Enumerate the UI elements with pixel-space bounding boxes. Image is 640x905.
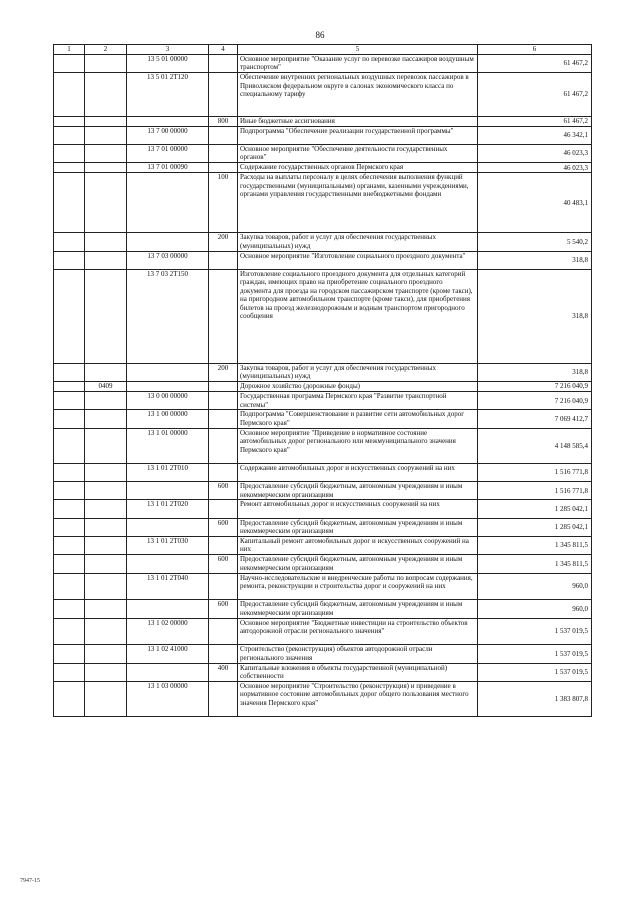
subsection-cell: 0409 xyxy=(85,382,127,392)
subsection-cell xyxy=(85,270,127,364)
target-article-cell: 13 1 02 41000 xyxy=(127,645,209,663)
section-cell xyxy=(54,144,85,162)
subsection-cell xyxy=(85,428,127,463)
target-article-cell xyxy=(127,363,209,381)
description-cell: Дорожное хозяйство (дорожные фонды) xyxy=(238,382,478,392)
expense-type-cell xyxy=(209,55,238,73)
amount-cell: 1 285 042,1 xyxy=(478,500,592,518)
amount-cell: 318,8 xyxy=(478,251,592,269)
subsection-cell xyxy=(85,55,127,73)
description-cell: Подпрограмма "Обеспечение реализации государственной программы" xyxy=(238,126,478,144)
section-cell xyxy=(54,482,85,500)
table-row xyxy=(54,163,592,173)
budget-table-container xyxy=(53,44,591,717)
description-cell: Предоставление субсидий бюджетным, автономным учреждениям и иным некоммерческим организациям xyxy=(238,482,478,500)
section-cell xyxy=(54,537,85,555)
table-row xyxy=(54,573,592,600)
description-cell: Основное мероприятие "Изготовление социального проездного документа" xyxy=(238,251,478,269)
subsection-cell xyxy=(85,482,127,500)
description-cell: Закупка товаров, работ и услуг для обеспечения государственных (муниципальных) нужд xyxy=(238,363,478,381)
table-row xyxy=(54,55,592,73)
amount-cell: 61 467,2 xyxy=(478,55,592,73)
section-cell xyxy=(54,428,85,463)
expense-type-cell xyxy=(209,573,238,600)
amount-cell: 46 023,3 xyxy=(478,163,592,173)
column-number-row xyxy=(54,45,592,55)
target-article-cell: 13 1 01 2Т010 xyxy=(127,463,209,481)
amount-cell: 46 342,1 xyxy=(478,126,592,144)
subsection-cell xyxy=(85,126,127,144)
subsection-cell xyxy=(85,163,127,173)
section-cell xyxy=(54,681,85,716)
expense-type-cell xyxy=(209,144,238,162)
table-row xyxy=(54,251,592,269)
section-cell xyxy=(54,518,85,536)
amount-cell: 1 383 807,8 xyxy=(478,681,592,716)
subsection-cell xyxy=(85,251,127,269)
subsection-cell xyxy=(85,392,127,410)
expense-type-cell xyxy=(209,500,238,518)
subsection-cell xyxy=(85,518,127,536)
table-row xyxy=(54,382,592,392)
amount-cell: 318,8 xyxy=(478,270,592,364)
target-article-cell: 13 7 00 00000 xyxy=(127,126,209,144)
description-cell: Строительство (реконструкция) объектов автодорожной отрасли регионального значения xyxy=(238,645,478,663)
subsection-cell xyxy=(85,500,127,518)
section-cell xyxy=(54,382,85,392)
subsection-cell xyxy=(85,73,127,117)
table-row xyxy=(54,645,592,663)
section-cell xyxy=(54,233,85,251)
table-row xyxy=(54,126,592,144)
amount-cell: 1 516 771,8 xyxy=(478,482,592,500)
target-article-cell: 13 1 00 00000 xyxy=(127,410,209,428)
description-cell: Содержание государственных органов Пермского края xyxy=(238,163,478,173)
section-cell xyxy=(54,645,85,663)
expense-type-cell xyxy=(209,392,238,410)
description-cell: Предоставление субсидий бюджетным, автономным учреждениям и иным некоммерческим организациям xyxy=(238,555,478,573)
expense-type-cell xyxy=(209,163,238,173)
description-cell: Научно-исследовательские и внедренческие работы по вопросам содержания, ремонта, реконструкции и строительства дорог и сооружений на них xyxy=(238,573,478,600)
target-article-cell xyxy=(127,600,209,618)
column-header-2: 2 xyxy=(85,45,127,55)
table-row xyxy=(54,500,592,518)
table-row xyxy=(54,463,592,481)
amount-cell: 960,0 xyxy=(478,600,592,618)
target-article-cell xyxy=(127,482,209,500)
amount-cell: 1 537 019,5 xyxy=(478,663,592,681)
table-body xyxy=(54,55,592,717)
column-header-1: 1 xyxy=(54,45,85,55)
description-cell: Государственная программа Пермского края "Развитие транспортной системы" xyxy=(238,392,478,410)
description-cell: Основное мероприятие "Оказание услуг по перевозке пассажиров воздушным транспортом" xyxy=(238,55,478,73)
description-cell: Обеспечение внутренних региональных воздушных перевозок пассажиров в Приволжском федеральном округе в салонах экономического класса по специальному тарифу xyxy=(238,73,478,117)
subsection-cell xyxy=(85,537,127,555)
section-cell xyxy=(54,363,85,381)
description-cell: Предоставление субсидий бюджетным, автономным учреждениям и иным некоммерческим организациям xyxy=(238,600,478,618)
subsection-cell xyxy=(85,663,127,681)
amount-cell: 5 540,2 xyxy=(478,233,592,251)
section-cell xyxy=(54,600,85,618)
subsection-cell xyxy=(85,681,127,716)
table-row xyxy=(54,663,592,681)
subsection-cell xyxy=(85,233,127,251)
expense-type-cell xyxy=(209,73,238,117)
section-cell xyxy=(54,73,85,117)
amount-cell: 1 285 042,1 xyxy=(478,518,592,536)
target-article-cell xyxy=(127,518,209,536)
subsection-cell xyxy=(85,363,127,381)
subsection-cell xyxy=(85,618,127,645)
target-article-cell xyxy=(127,382,209,392)
description-cell: Расходы на выплаты персоналу в целях обеспечения выполнения функций государственными (муниципальными) органами, казенными учреждениями, органами управления государственными внебюджетными фондами xyxy=(238,173,478,233)
description-cell: Основное мероприятие "Бюджетные инвестиции на строительство объектов автодорожной отрасли регионального значения" xyxy=(238,618,478,645)
amount-cell: 7 216 040,9 xyxy=(478,392,592,410)
target-article-cell: 13 7 01 00090 xyxy=(127,163,209,173)
expense-type-cell xyxy=(209,463,238,481)
subsection-cell xyxy=(85,645,127,663)
target-article-cell: 13 5 01 00000 xyxy=(127,55,209,73)
target-article-cell: 13 7 01 00000 xyxy=(127,144,209,162)
description-cell: Капитальный ремонт автомобильных дорог и искусственных сооружений на них xyxy=(238,537,478,555)
section-cell xyxy=(54,500,85,518)
table-row xyxy=(54,233,592,251)
column-header-5: 5 xyxy=(238,45,478,55)
description-cell: Иные бюджетные ассигнования xyxy=(238,116,478,126)
expense-type-cell: 200 xyxy=(209,233,238,251)
section-cell xyxy=(54,573,85,600)
amount-cell: 61 467,2 xyxy=(478,73,592,117)
expense-type-cell: 600 xyxy=(209,555,238,573)
table-row xyxy=(54,681,592,716)
column-header-6: 6 xyxy=(478,45,592,55)
section-cell xyxy=(54,270,85,364)
target-article-cell: 13 1 03 00000 xyxy=(127,681,209,716)
table-row xyxy=(54,555,592,573)
subsection-cell xyxy=(85,555,127,573)
table-row xyxy=(54,618,592,645)
table-row xyxy=(54,73,592,117)
expense-type-cell: 600 xyxy=(209,482,238,500)
section-cell xyxy=(54,126,85,144)
table-row xyxy=(54,173,592,233)
amount-cell: 7 216 040,9 xyxy=(478,382,592,392)
table-row xyxy=(54,600,592,618)
amount-cell: 1 345 811,5 xyxy=(478,555,592,573)
column-header-3: 3 xyxy=(127,45,209,55)
table-row xyxy=(54,363,592,381)
description-cell: Изготовление социального проездного документа для отдельных категорий граждан, имеющих право на приобретение социального проездного документа для проезда на городском пассажирском транспорте (кроме такси), на пригородном автомобильном транспорте (кроме такси), для приобретения билетов на проезд железнодорожным и водным транспортом пригородного сообщения xyxy=(238,270,478,364)
subsection-cell xyxy=(85,573,127,600)
subsection-cell xyxy=(85,600,127,618)
target-article-cell xyxy=(127,663,209,681)
target-article-cell xyxy=(127,233,209,251)
section-cell xyxy=(54,173,85,233)
budget-table xyxy=(53,44,592,717)
description-cell: Подпрограмма "Совершенствование и развитие сети автомобильных дорог Пермского края" xyxy=(238,410,478,428)
table-row xyxy=(54,410,592,428)
table-row xyxy=(54,392,592,410)
target-article-cell: 13 5 01 2Т120 xyxy=(127,73,209,117)
expense-type-cell: 600 xyxy=(209,518,238,536)
section-cell xyxy=(54,463,85,481)
target-article-cell: 13 1 01 2Т040 xyxy=(127,573,209,600)
amount-cell: 1 537 019,5 xyxy=(478,645,592,663)
target-article-cell: 13 0 00 00000 xyxy=(127,392,209,410)
expense-type-cell xyxy=(209,681,238,716)
target-article-cell xyxy=(127,173,209,233)
section-cell xyxy=(54,663,85,681)
description-cell: Закупка товаров, работ и услуг для обеспечения государственных (муниципальных) нужд xyxy=(238,233,478,251)
section-cell xyxy=(54,163,85,173)
table-row xyxy=(54,537,592,555)
expense-type-cell: 800 xyxy=(209,116,238,126)
description-cell: Основное мероприятие "Строительство (реконструкция) и приведение в нормативное состояние автомобильных дорог общего пользования местного значения Пермского края" xyxy=(238,681,478,716)
description-cell: Основное мероприятие "Обеспечение деятельности государственных органов" xyxy=(238,144,478,162)
amount-cell: 61 467,2 xyxy=(478,116,592,126)
subsection-cell xyxy=(85,144,127,162)
subsection-cell xyxy=(85,410,127,428)
description-cell: Капитальные вложения в объекты государственной (муниципальной) собственности xyxy=(238,663,478,681)
amount-cell: 318,8 xyxy=(478,363,592,381)
amount-cell: 960,0 xyxy=(478,573,592,600)
section-cell xyxy=(54,410,85,428)
table-row xyxy=(54,428,592,463)
target-article-cell xyxy=(127,555,209,573)
table-row xyxy=(54,270,592,364)
description-cell: Содержание автомобильных дорог и искусственных сооружений на них xyxy=(238,463,478,481)
section-cell xyxy=(54,116,85,126)
expense-type-cell xyxy=(209,270,238,364)
amount-cell: 4 148 585,4 xyxy=(478,428,592,463)
expense-type-cell xyxy=(209,410,238,428)
target-article-cell: 13 7 03 2Т150 xyxy=(127,270,209,364)
amount-cell: 1 345 811,5 xyxy=(478,537,592,555)
page-number: 86 xyxy=(315,30,325,40)
section-cell xyxy=(54,55,85,73)
expense-type-cell xyxy=(209,428,238,463)
table-row xyxy=(54,144,592,162)
target-article-cell: 13 1 01 2Т030 xyxy=(127,537,209,555)
expense-type-cell xyxy=(209,537,238,555)
expense-type-cell xyxy=(209,382,238,392)
amount-cell: 40 483,1 xyxy=(478,173,592,233)
subsection-cell xyxy=(85,116,127,126)
table-row xyxy=(54,482,592,500)
amount-cell: 7 069 412,7 xyxy=(478,410,592,428)
subsection-cell xyxy=(85,173,127,233)
footer-code: 7947-15 xyxy=(20,878,40,884)
subsection-cell xyxy=(85,463,127,481)
section-cell xyxy=(54,555,85,573)
expense-type-cell xyxy=(209,126,238,144)
section-cell xyxy=(54,392,85,410)
target-article-cell: 13 1 01 2Т020 xyxy=(127,500,209,518)
expense-type-cell xyxy=(209,645,238,663)
target-article-cell: 13 1 01 00000 xyxy=(127,428,209,463)
target-article-cell: 13 1 02 00000 xyxy=(127,618,209,645)
expense-type-cell: 400 xyxy=(209,663,238,681)
expense-type-cell: 600 xyxy=(209,600,238,618)
target-article-cell xyxy=(127,116,209,126)
description-cell: Основное мероприятие "Приведение в нормативное состояние автомобильных дорог регионального или межмуниципального значения Пермского края" xyxy=(238,428,478,463)
amount-cell: 1 516 771,8 xyxy=(478,463,592,481)
section-cell xyxy=(54,618,85,645)
description-cell: Предоставление субсидий бюджетным, автономным учреждениям и иным некоммерческим организациям xyxy=(238,518,478,536)
expense-type-cell: 200 xyxy=(209,363,238,381)
expense-type-cell: 100 xyxy=(209,173,238,233)
table-row xyxy=(54,116,592,126)
amount-cell: 1 537 019,5 xyxy=(478,618,592,645)
expense-type-cell xyxy=(209,618,238,645)
table-row xyxy=(54,518,592,536)
description-cell: Ремонт автомобильных дорог и искусственных сооружений на них xyxy=(238,500,478,518)
column-header-4: 4 xyxy=(209,45,238,55)
target-article-cell: 13 7 03 00000 xyxy=(127,251,209,269)
section-cell xyxy=(54,251,85,269)
expense-type-cell xyxy=(209,251,238,269)
amount-cell: 46 023,3 xyxy=(478,144,592,162)
